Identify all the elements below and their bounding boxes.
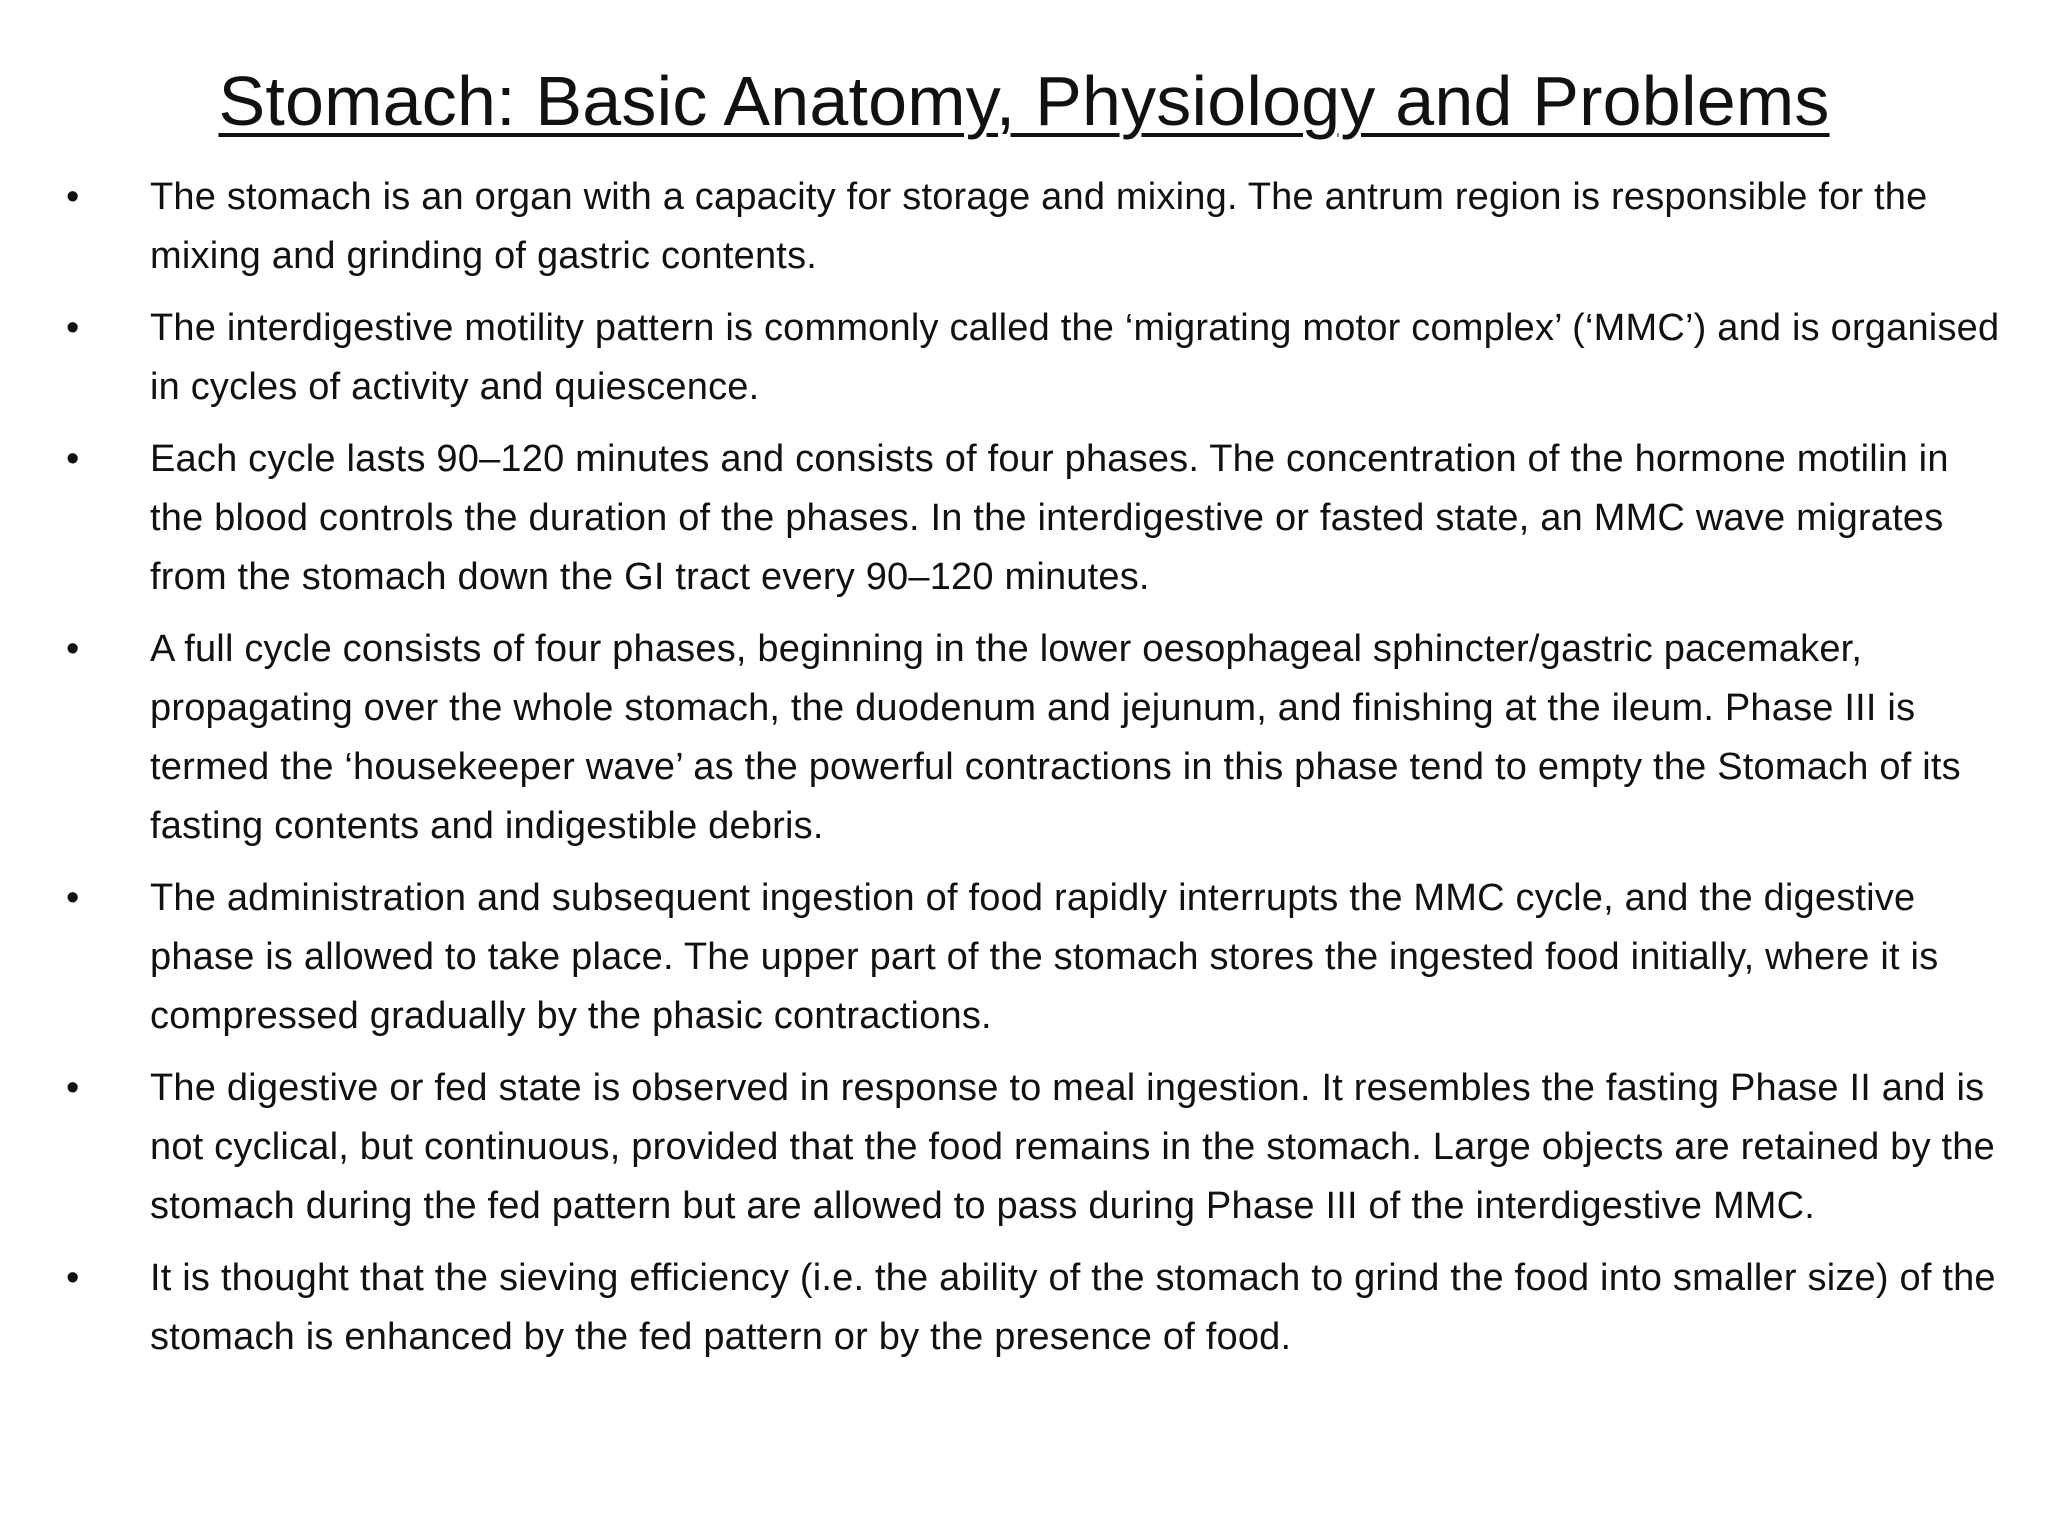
bullet-icon: • [66, 307, 80, 349]
bullet-icon: • [66, 1257, 80, 1299]
bullet-text: The administration and subsequent ingestion of food rapidly interrupts the MMC cycle, and the digestive phase is allowed to take place. The upper part of the stomach stores the ingested food initially, where it is compressed gradually by the phasic contractions. [150, 877, 1939, 1037]
bullet-text: It is thought that the sieving efficiency (i.e. the ability of the stomach to grind the food into smaller size) of the stomach is enhanced by the fed pattern or by the presence of food. [150, 1257, 1996, 1358]
bullet-text: The stomach is an organ with a capacity for storage and mixing. The antrum region is responsible for the mixing and grinding of gastric contents. [150, 176, 1928, 277]
bullet-text: The interdigestive motility pattern is commonly called the ‘migrating motor complex’ (‘MMC’) and is organised in cycles of activity and quiescence. [150, 307, 2000, 408]
bullet-icon: • [66, 628, 80, 670]
bullet-text: A full cycle consists of four phases, beginning in the lower oesophageal sphincter/gastric pacemaker, propagating over the whole stomach, the duodenum and jejunum, and finishing at the ileum. Phase III is termed the ‘housekeeper wave’ as the powerful contractions in this phase tend to empty the Stomach of its fasting contents and indigestible debris. [150, 628, 1961, 847]
bullet-item [0, 430, 2048, 607]
slide-title: Stomach: Basic Anatomy, Physiology and Problems [218, 62, 1830, 140]
bullet-icon: • [66, 1067, 80, 1109]
bullet-item [0, 869, 2048, 1046]
bullet-text: The digestive or fed state is observed in response to meal ingestion. It resembles the fasting Phase II and is not cyclical, but continuous, provided that the food remains in the stomach. Large objects are retained by the stomach during the fed pattern but are allowed to pass during Phase III of the interdigestive MMC. [150, 1067, 1995, 1227]
bullet-icon: • [66, 438, 80, 480]
bullet-icon: • [66, 176, 80, 218]
bullet-list [0, 168, 2048, 1380]
bullet-item [0, 299, 2048, 417]
bullet-item [0, 1249, 2048, 1367]
bullet-icon: • [66, 877, 80, 919]
bullet-item [0, 168, 2048, 286]
bullet-item [0, 620, 2048, 856]
bullet-item [0, 1059, 2048, 1236]
bullet-text: Each cycle lasts 90–120 minutes and consists of four phases. The concentration of the hormone motilin in the blood controls the duration of the phases. In the interdigestive or fasted state, an MMC wave migrates from the stomach down the GI tract every 90–120 minutes. [150, 438, 1949, 598]
